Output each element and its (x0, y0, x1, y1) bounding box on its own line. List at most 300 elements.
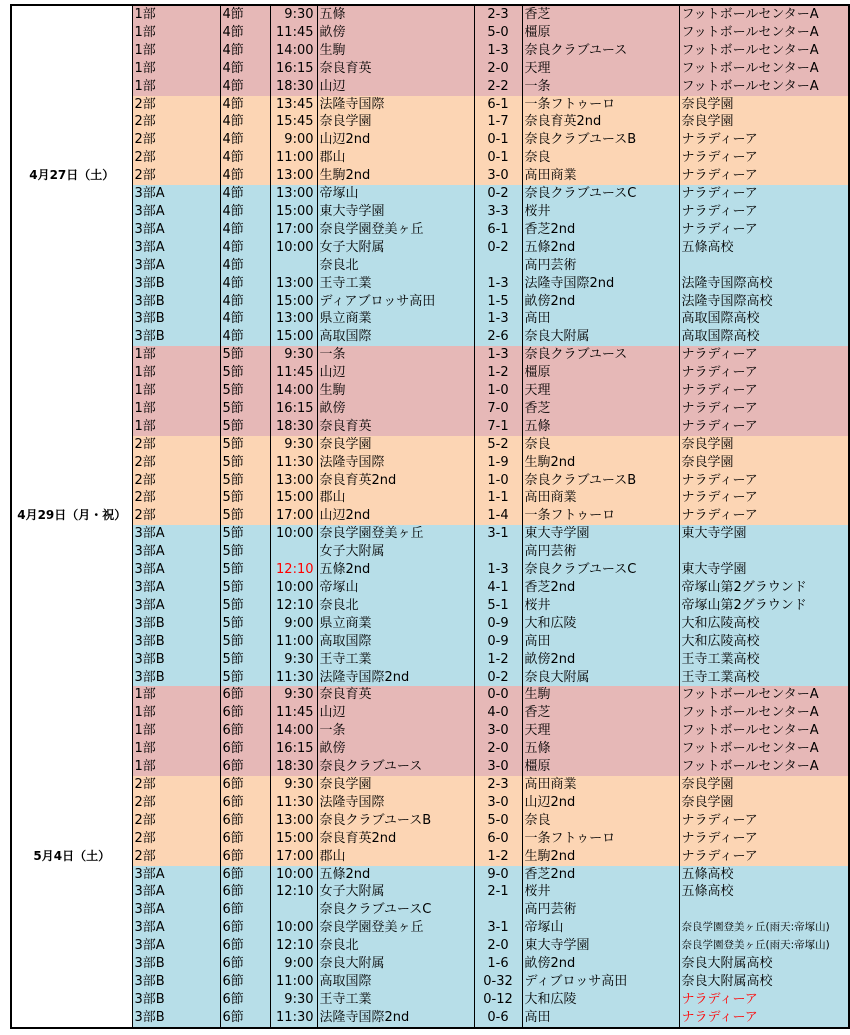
round-cell: 5節 (220, 507, 270, 525)
home-team-cell: 生駒 (317, 42, 474, 60)
round-cell: 6節 (220, 722, 270, 740)
score-cell: 4-0 (474, 704, 522, 722)
kickoff-time-cell: 11:30 (270, 454, 317, 472)
away-team-cell: 五條 (522, 418, 679, 436)
score-cell: 0-2 (474, 669, 522, 687)
match-row (11, 293, 849, 311)
match-row (11, 848, 849, 866)
home-team-cell: 奈良育英2nd (317, 472, 474, 490)
away-team-cell: 高田 (522, 1009, 679, 1028)
round-cell: 4節 (220, 185, 270, 203)
away-team-cell: 帝塚山 (522, 919, 679, 937)
away-team-cell: 橿原 (522, 758, 679, 776)
home-team-cell: 生駒 (317, 382, 474, 400)
home-team-cell: 奈良学園 (317, 113, 474, 131)
round-cell: 4節 (220, 328, 270, 346)
match-row (11, 5, 849, 24)
match-row (11, 901, 849, 919)
home-team-cell: 法隆寺国際 (317, 96, 474, 114)
home-team-cell: 郡山 (317, 149, 474, 167)
score-cell: 1-3 (474, 275, 522, 293)
away-team-cell: 桜井 (522, 597, 679, 615)
kickoff-time-cell: 18:30 (270, 78, 317, 96)
score-cell: 1-6 (474, 955, 522, 973)
kickoff-time-cell: 18:30 (270, 758, 317, 776)
round-cell: 4節 (220, 221, 270, 239)
away-team-cell: 奈良大附属 (522, 669, 679, 687)
away-team-cell: 一条フトゥーロ (522, 96, 679, 114)
match-row (11, 346, 849, 364)
division-cell: 3部A (132, 525, 220, 543)
score-cell: 5-2 (474, 436, 522, 454)
score-cell: 5-0 (474, 812, 522, 830)
away-team-cell: 山辺2nd (522, 794, 679, 812)
round-cell: 6節 (220, 937, 270, 955)
match-row (11, 131, 849, 149)
kickoff-time-cell: 10:00 (270, 919, 317, 937)
kickoff-time-cell: 11:30 (270, 794, 317, 812)
kickoff-time-cell: 17:00 (270, 221, 317, 239)
venue-cell: 奈良学園登美ヶ丘(雨天:帝塚山) (679, 919, 849, 937)
score-cell: 9-0 (474, 866, 522, 884)
round-cell: 5節 (220, 472, 270, 490)
score-cell: 1-9 (474, 454, 522, 472)
venue-cell: 東大寺学園 (679, 525, 849, 543)
away-team-cell: 法隆寺国際2nd (522, 275, 679, 293)
home-team-cell: 王寺工業 (317, 651, 474, 669)
match-row (11, 704, 849, 722)
kickoff-time-cell: 11:00 (270, 633, 317, 651)
division-cell: 1部 (132, 24, 220, 42)
score-cell (474, 543, 522, 561)
home-team-cell: 山辺 (317, 78, 474, 96)
division-cell: 3部A (132, 561, 220, 579)
division-cell: 2部 (132, 454, 220, 472)
venue-cell: フットボールセンターA (679, 60, 849, 78)
score-cell: 2-0 (474, 937, 522, 955)
match-row (11, 400, 849, 418)
kickoff-time-cell: 12:10 (270, 883, 317, 901)
division-cell: 1部 (132, 740, 220, 758)
score-cell: 1-2 (474, 651, 522, 669)
division-cell: 2部 (132, 489, 220, 507)
venue-cell: フットボールセンターA (679, 758, 849, 776)
kickoff-time-cell: 9:30 (270, 436, 317, 454)
venue-cell: 奈良学園 (679, 436, 849, 454)
venue-cell: 奈良学園 (679, 96, 849, 114)
match-row (11, 167, 849, 185)
kickoff-time-cell: 16:15 (270, 60, 317, 78)
match-date-cell: 5月4日（土） (11, 686, 132, 1027)
match-row (11, 776, 849, 794)
venue-cell: 奈良学園 (679, 794, 849, 812)
match-row (11, 812, 849, 830)
home-team-cell: 郡山 (317, 848, 474, 866)
division-cell: 3部A (132, 866, 220, 884)
score-cell: 1-3 (474, 310, 522, 328)
away-team-cell: 奈良クラブユース (522, 42, 679, 60)
kickoff-time-cell: 11:00 (270, 973, 317, 991)
home-team-cell: 奈良クラブユースC (317, 901, 474, 919)
home-team-cell: ディアブロッサ高田 (317, 293, 474, 311)
match-row (11, 794, 849, 812)
division-cell: 3部B (132, 328, 220, 346)
score-cell: 2-6 (474, 328, 522, 346)
division-cell: 1部 (132, 722, 220, 740)
home-team-cell: 一条 (317, 346, 474, 364)
home-team-cell: 奈良育英 (317, 60, 474, 78)
match-row (11, 561, 849, 579)
division-cell: 3部A (132, 543, 220, 561)
round-cell: 4節 (220, 113, 270, 131)
kickoff-time-cell: 9:00 (270, 955, 317, 973)
round-cell: 6節 (220, 740, 270, 758)
away-team-cell: 奈良大附属 (522, 328, 679, 346)
match-row (11, 543, 849, 561)
kickoff-time-cell: 13:00 (270, 167, 317, 185)
away-team-cell: 橿原 (522, 364, 679, 382)
score-cell: 1-3 (474, 346, 522, 364)
home-team-cell: 奈良クラブユースB (317, 812, 474, 830)
venue-cell: 高取国際高校 (679, 328, 849, 346)
home-team-cell: 奈良育英 (317, 686, 474, 704)
division-cell: 2部 (132, 96, 220, 114)
round-cell: 4節 (220, 5, 270, 24)
division-cell: 1部 (132, 704, 220, 722)
away-team-cell: 生駒2nd (522, 454, 679, 472)
score-cell: 1-5 (474, 293, 522, 311)
match-row (11, 507, 849, 525)
kickoff-time-cell: 17:00 (270, 507, 317, 525)
match-row (11, 364, 849, 382)
division-cell: 1部 (132, 5, 220, 24)
round-cell: 5節 (220, 418, 270, 436)
away-team-cell: 奈良 (522, 436, 679, 454)
score-cell: 1-0 (474, 472, 522, 490)
round-cell: 4節 (220, 293, 270, 311)
match-row (11, 239, 849, 257)
match-row (11, 937, 849, 955)
venue-cell: 王寺工業高校 (679, 651, 849, 669)
home-team-cell: 奈良北 (317, 937, 474, 955)
round-cell: 6節 (220, 991, 270, 1009)
venue-cell: ナラディーア (679, 991, 849, 1009)
division-cell: 3部B (132, 633, 220, 651)
division-cell: 1部 (132, 686, 220, 704)
score-cell: 1-3 (474, 42, 522, 60)
kickoff-time-cell: 9:30 (270, 686, 317, 704)
venue-cell: ナラディーア (679, 167, 849, 185)
kickoff-time-cell: 15:45 (270, 113, 317, 131)
match-row (11, 78, 849, 96)
round-cell: 5節 (220, 489, 270, 507)
match-row (11, 525, 849, 543)
match-date-cell: 4月29日（月・祝） (11, 346, 132, 686)
match-row (11, 221, 849, 239)
away-team-cell: 奈良 (522, 149, 679, 167)
venue-cell: 五條高校 (679, 883, 849, 901)
round-cell: 4節 (220, 167, 270, 185)
round-cell: 5節 (220, 346, 270, 364)
round-cell: 4節 (220, 310, 270, 328)
kickoff-time-cell: 12:10 (270, 561, 317, 579)
away-team-cell: 奈良クラブユースC (522, 185, 679, 203)
venue-cell: ナラディーア (679, 489, 849, 507)
match-row (11, 579, 849, 597)
kickoff-time-cell: 15:00 (270, 203, 317, 221)
venue-cell: ナラディーア (679, 203, 849, 221)
away-team-cell: 畝傍2nd (522, 293, 679, 311)
score-cell: 1-4 (474, 507, 522, 525)
venue-cell: ナラディーア (679, 848, 849, 866)
round-cell: 4節 (220, 149, 270, 167)
venue-cell: ナラディーア (679, 149, 849, 167)
kickoff-time-cell: 16:15 (270, 400, 317, 418)
venue-cell (679, 543, 849, 561)
home-team-cell: 東大寺学園 (317, 203, 474, 221)
division-cell: 3部A (132, 919, 220, 937)
venue-cell: フットボールセンターA (679, 24, 849, 42)
home-team-cell: 奈良学園登美ヶ丘 (317, 919, 474, 937)
division-cell: 1部 (132, 382, 220, 400)
kickoff-time-cell: 12:10 (270, 937, 317, 955)
away-team-cell: 生駒2nd (522, 848, 679, 866)
venue-cell: 高取国際高校 (679, 310, 849, 328)
score-cell: 0-0 (474, 686, 522, 704)
division-cell: 3部A (132, 185, 220, 203)
kickoff-time-cell: 11:30 (270, 1009, 317, 1028)
away-team-cell: 高田商業 (522, 776, 679, 794)
round-cell: 4節 (220, 60, 270, 78)
score-cell: 1-0 (474, 382, 522, 400)
score-cell: 1-3 (474, 561, 522, 579)
round-cell: 6節 (220, 704, 270, 722)
kickoff-time-cell: 9:30 (270, 5, 317, 24)
home-team-cell: 県立商業 (317, 310, 474, 328)
venue-cell: ナラディーア (679, 185, 849, 203)
match-row (11, 991, 849, 1009)
kickoff-time-cell: 13:00 (270, 310, 317, 328)
away-team-cell: 桜井 (522, 883, 679, 901)
division-cell: 3部B (132, 955, 220, 973)
score-cell: 3-0 (474, 758, 522, 776)
score-cell: 2-0 (474, 740, 522, 758)
round-cell: 6節 (220, 848, 270, 866)
away-team-cell: 香芝2nd (522, 221, 679, 239)
away-team-cell: 香芝2nd (522, 579, 679, 597)
score-cell: 0-1 (474, 131, 522, 149)
kickoff-time-cell: 9:30 (270, 991, 317, 1009)
kickoff-time-cell: 18:30 (270, 418, 317, 436)
home-team-cell: 奈良育英2nd (317, 830, 474, 848)
away-team-cell: 高田商業 (522, 167, 679, 185)
kickoff-time-cell: 12:10 (270, 597, 317, 615)
score-cell: 1-1 (474, 489, 522, 507)
division-cell: 2部 (132, 149, 220, 167)
match-row (11, 310, 849, 328)
round-cell: 5節 (220, 454, 270, 472)
venue-cell (679, 901, 849, 919)
home-team-cell: 生駒2nd (317, 167, 474, 185)
venue-cell: フットボールセンターA (679, 78, 849, 96)
home-team-cell: 山辺2nd (317, 507, 474, 525)
score-cell: 3-3 (474, 203, 522, 221)
match-row (11, 418, 849, 436)
score-cell: 7-1 (474, 418, 522, 436)
home-team-cell: 法隆寺国際2nd (317, 1009, 474, 1028)
round-cell: 6節 (220, 919, 270, 937)
match-row (11, 472, 849, 490)
round-cell: 6節 (220, 686, 270, 704)
score-cell (474, 901, 522, 919)
division-cell: 1部 (132, 400, 220, 418)
home-team-cell: 法隆寺国際 (317, 454, 474, 472)
home-team-cell: 王寺工業 (317, 991, 474, 1009)
home-team-cell: 高取国際 (317, 973, 474, 991)
division-cell: 3部B (132, 310, 220, 328)
home-team-cell: 畝傍 (317, 740, 474, 758)
division-cell: 2部 (132, 472, 220, 490)
match-row (11, 203, 849, 221)
match-row (11, 113, 849, 131)
venue-cell: フットボールセンターA (679, 704, 849, 722)
venue-cell: 帝塚山第2グラウンド (679, 597, 849, 615)
venue-cell: ナラディーア (679, 364, 849, 382)
venue-cell (679, 257, 849, 275)
division-cell: 2部 (132, 812, 220, 830)
away-team-cell: 大和広陵 (522, 991, 679, 1009)
venue-cell: 帝塚山第2グラウンド (679, 579, 849, 597)
venue-cell: ナラディーア (679, 346, 849, 364)
match-row (11, 973, 849, 991)
kickoff-time-cell: 10:00 (270, 579, 317, 597)
round-cell: 5節 (220, 633, 270, 651)
match-row (11, 257, 849, 275)
score-cell: 3-0 (474, 722, 522, 740)
division-cell: 1部 (132, 418, 220, 436)
score-cell: 1-2 (474, 364, 522, 382)
score-cell: 0-6 (474, 1009, 522, 1028)
round-cell: 5節 (220, 543, 270, 561)
home-team-cell: 山辺2nd (317, 131, 474, 149)
match-row (11, 42, 849, 60)
division-cell: 2部 (132, 113, 220, 131)
round-cell: 6節 (220, 812, 270, 830)
away-team-cell: 高田商業 (522, 489, 679, 507)
venue-cell: ナラディーア (679, 507, 849, 525)
round-cell: 5節 (220, 651, 270, 669)
venue-cell: 奈良学園 (679, 113, 849, 131)
match-row (11, 722, 849, 740)
match-date-cell: 4月27日（土） (11, 5, 132, 346)
score-cell: 5-0 (474, 24, 522, 42)
division-cell: 1部 (132, 346, 220, 364)
venue-cell: ナラディーア (679, 382, 849, 400)
home-team-cell: 郡山 (317, 489, 474, 507)
home-team-cell: 帝塚山 (317, 185, 474, 203)
round-cell: 4節 (220, 42, 270, 60)
home-team-cell: 県立商業 (317, 615, 474, 633)
away-team-cell: 一条フトゥーロ (522, 830, 679, 848)
home-team-cell: 奈良大附属 (317, 955, 474, 973)
home-team-cell: 奈良学園登美ヶ丘 (317, 221, 474, 239)
match-row (11, 60, 849, 78)
kickoff-time-cell: 16:15 (270, 740, 317, 758)
away-team-cell: 天理 (522, 60, 679, 78)
home-team-cell: 五條2nd (317, 561, 474, 579)
venue-cell: 大和広陵高校 (679, 633, 849, 651)
score-cell: 3-0 (474, 167, 522, 185)
home-team-cell: 法隆寺国際 (317, 794, 474, 812)
match-row (11, 883, 849, 901)
venue-cell: ナラディーア (679, 131, 849, 149)
kickoff-time-cell (270, 901, 317, 919)
away-team-cell: 一条フトゥーロ (522, 507, 679, 525)
match-row (11, 615, 849, 633)
kickoff-time-cell: 10:00 (270, 525, 317, 543)
home-team-cell: 女子大附属 (317, 883, 474, 901)
away-team-cell: 高円芸術 (522, 257, 679, 275)
round-cell: 5節 (220, 436, 270, 454)
round-cell: 4節 (220, 78, 270, 96)
division-cell: 2部 (132, 848, 220, 866)
match-row (11, 955, 849, 973)
home-team-cell: 奈良学園 (317, 776, 474, 794)
kickoff-time-cell: 9:30 (270, 346, 317, 364)
kickoff-time-cell: 13:00 (270, 472, 317, 490)
kickoff-time-cell: 11:45 (270, 24, 317, 42)
home-team-cell: 奈良育英 (317, 418, 474, 436)
match-row (11, 96, 849, 114)
away-team-cell: 香芝 (522, 5, 679, 24)
home-team-cell: 高取国際 (317, 633, 474, 651)
venue-cell: ナラディーア (679, 400, 849, 418)
round-cell: 5節 (220, 525, 270, 543)
home-team-cell: 王寺工業 (317, 275, 474, 293)
division-cell: 3部B (132, 615, 220, 633)
venue-cell: 奈良大附属高校 (679, 973, 849, 991)
kickoff-time-cell: 14:00 (270, 722, 317, 740)
score-cell: 2-1 (474, 883, 522, 901)
away-team-cell: ディブロッサ高田 (522, 973, 679, 991)
score-cell: 7-0 (474, 400, 522, 418)
venue-cell: フットボールセンターA (679, 686, 849, 704)
away-team-cell: 大和広陵 (522, 615, 679, 633)
away-team-cell: 高円芸術 (522, 543, 679, 561)
division-cell: 2部 (132, 436, 220, 454)
home-team-cell: 五條 (317, 5, 474, 24)
division-cell: 2部 (132, 507, 220, 525)
division-cell: 1部 (132, 78, 220, 96)
round-cell: 5節 (220, 382, 270, 400)
venue-cell: 奈良学園 (679, 776, 849, 794)
round-cell: 4節 (220, 96, 270, 114)
round-cell: 5節 (220, 400, 270, 418)
round-cell: 5節 (220, 597, 270, 615)
match-row (11, 758, 849, 776)
division-cell: 3部B (132, 973, 220, 991)
home-team-cell: 山辺 (317, 704, 474, 722)
home-team-cell: 奈良学園 (317, 436, 474, 454)
match-row (11, 275, 849, 293)
division-cell: 3部A (132, 937, 220, 955)
score-cell: 2-0 (474, 60, 522, 78)
score-cell: 3-1 (474, 525, 522, 543)
venue-cell: 王寺工業高校 (679, 669, 849, 687)
round-cell: 5節 (220, 364, 270, 382)
division-cell: 1部 (132, 42, 220, 60)
round-cell: 6節 (220, 830, 270, 848)
